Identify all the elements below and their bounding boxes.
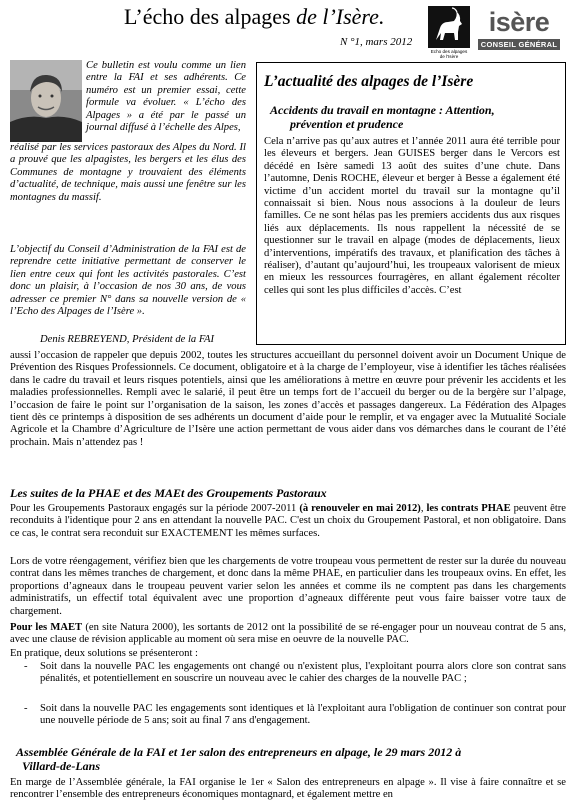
title-italic: de l’Isère. (296, 4, 385, 29)
assemblee-paragraph: En marge de l’Assemblée générale, la FAI organise le 1er « Salon des entrepreneurs en alpage ». Il vise à faire connaître et se rencontrer l’ensemble des entrepreneurs économiques montagnard, et également mettre en (10, 777, 566, 801)
newsletter-title (124, 4, 384, 30)
phae-p1-separator: , (420, 503, 427, 514)
solution-item-2 (24, 703, 566, 728)
accidents-subheading (270, 103, 562, 131)
title-main: L’écho des alpages (124, 4, 297, 29)
solution-item-1-text: Soit dans la nouvelle PAC les engagements ont changé ou n'existent plus, l'exploitant pourra alors clore son contrat sans pénalités, et potentiellement en souscrire un nouveau avec le cahier des charges de la nouvelle PAC ; (40, 661, 566, 685)
intro-paragraph-bottom: L’objectif du Conseil d’Administration de la FAI est de reprendre cette initiative permettant de conserver le lien entre ceux qui font les activités pastorales. C’est donc un plaisir, à l’occasion de nos 30 ans, de vous adresser ce premier N° dans sa nouvelle version de « l’Echo des Alpages de l’Isère ». (10, 244, 246, 318)
president-photo (10, 60, 82, 142)
phae-p1-bold-date: (à renouveler en mai 2012) (299, 503, 421, 514)
solution-item-1 (24, 661, 566, 686)
isere-logo-subtitle: CONSEIL GÉNÉRAL (478, 39, 560, 50)
intro-paragraph-top: Ce bulletin est voulu comme un lien entre la FAI et ses adhérents. Ce numéro est un premier essai, cette formule va évoluer. « L’écho des Alpages » a été par le passé un journal diffusé à l’échelle des Alpes, (86, 60, 246, 134)
phae-p1-bold-contracts: les contrats PHAE (426, 503, 511, 514)
assemblee-heading (16, 745, 566, 773)
accidents-subheading-line1: Accidents du travail en montagne : Attention, (270, 103, 495, 117)
actualite-heading: L’actualité des alpages de l’Isère (264, 73, 474, 90)
maet-bold-label: Pour les MAET (10, 622, 83, 633)
accidents-body: Cela n’arrive pas qu’aux autres et l’année 2011 aura été terrible pour les éleveurs et bergers. Jean GUISES berger dans le Vercors est décédé en Isère samedi 13 août des suites d’une chute. Dans l’automne, Denis ROCHE, éleveur et berger à Besse a également été victime d’un accident mortel du travail sur la montagne qu’il connaissait si bien. Nous nous associons à la douleur de leurs familles. Ce ne sont hélas pas les premiers accidents dus aux risques liés aux déplacements. Ils nous rappellent la nécessité de se questionner sur le travail en alpage (modes de déplacements, lieux d’interventions, impératifs des travaux, et planification des tâches à réaliser), d’autant qu’aujourd’hui, les troupeaux valorisent de mieux en mieux les ressources fourragères, en allant également récolter celles qui sont les plus difficiles d’accès. C’est (264, 136, 560, 296)
portrait-image (10, 60, 82, 142)
phae-paragraph-2: Lors de votre réengagement, vérifiez bien que les chargements de votre troupeau vous permettent de rester sur la durée du nouveau contrat dans les mêmes tranches de chargement, et donc dans la même PHAE, en particulier dans les troupeaux ovins. En effet, les proportions d’agneaux dans le troupeau peuvent varier selon les années et comme ils ne comptent pas dans les chargements administratifs, un effectif total équivalent avec une proportion d’agneaux différente peut vous faire baisser votre taux de chargement. (10, 556, 566, 617)
logo-caption: Echo des alpages de l'Isère (430, 49, 468, 59)
phae-heading: Les suites de la PHAE et des MAEt des Groupements Pastoraux (10, 486, 327, 500)
president-signature: Denis REBREYEND, Président de la FAI (40, 334, 214, 345)
solutions-intro: En pratique, deux solutions se présenteront : (10, 648, 198, 659)
phae-paragraph-1 (10, 503, 566, 540)
accidents-subheading-line2: prévention et prudence (290, 117, 404, 131)
assemblee-heading-line2: Villard-de-Lans (22, 759, 101, 773)
issue-number: N °1, mars 2012 (340, 36, 413, 48)
isere-logo (478, 6, 560, 50)
phae-p1-text: Pour les Groupements Pastoraux engagés sur la période 2007-2011 (10, 503, 300, 514)
intro-paragraph-middle: réalisé par les services pastoraux des Alpes du Nord. Il a prouvé que les alpagistes, les bergers et les élus des Communes de montagne y trouvaient des éléments d’actualité, de technique, mais aussi une fenêtre sur les montagnes du massif. (10, 142, 246, 203)
bullet-dash: - (24, 703, 28, 714)
isere-logo-name: isère (488, 7, 550, 37)
maet-text: (en site Natura 2000), les sortants de 2012 ont la possibilité de se ré-engager pour un nouveau contrat de 5 ans, avec une clause de révision applicable au moment où sera mise en oeuvre de la nouvelle PAC. (10, 622, 566, 646)
accidents-continuation: aussi l’occasion de rappeler que depuis 2002, toutes les structures accueillant du personnel doivent avoir un Document Unique de Prévention des Risques Professionnels. Ce document, obligatoire et à la charge de l’employeur, vise à identifier les tâches réalisées dans le cadre du travail et leurs risques potentiels, ainsi que les améliorations à mettre en œuvre pour prévenir les accidents et les maladies professionnelles. Rempli avec le salarié, il peut être un temps fort de l’accueil du berger ou de la bergère sur l’alpage, l’occasion de faire le point sur l’organisation de la saison, les zones d’accès et passages dangereux. La Fédération des Alpages tient dès ce printemps à disposition de ses adhérents un document d’aide pour le remplir, et va engager avec la Mutualité Sociale Agricole et la Chambre d’Agriculture de l’Isère une action permettant de vous aider dans vos démarches dans le courant de l’été prochain. Mais n’attendez pas ! (10, 350, 566, 448)
solution-item-2-text: Soit dans la nouvelle PAC les engagements sont identiques et là l'exploitant aura l'obligation de continuer son contrat pour une nouvelle période de 5 ans; soit au final 7 ans d'engagement. (40, 703, 566, 727)
maet-paragraph (10, 622, 566, 647)
assemblee-heading-line1: Assemblée Générale de la FAI et 1er salon des entrepreneurs en alpage, le 29 mars 2012 à (16, 745, 462, 759)
phae-p1-rest: peuvent être reconduits à l'identique pour 2 ans en attendant la nouvelle PAC. C'est un choix du Groupement Pastoral, et non obligatoire. Dans ce cas, le contrat sera reconduit sur EXACTEMENT les mêmes surfaces. (10, 503, 566, 539)
bullet-dash: - (24, 661, 28, 672)
echo-alpages-logo (428, 6, 470, 62)
